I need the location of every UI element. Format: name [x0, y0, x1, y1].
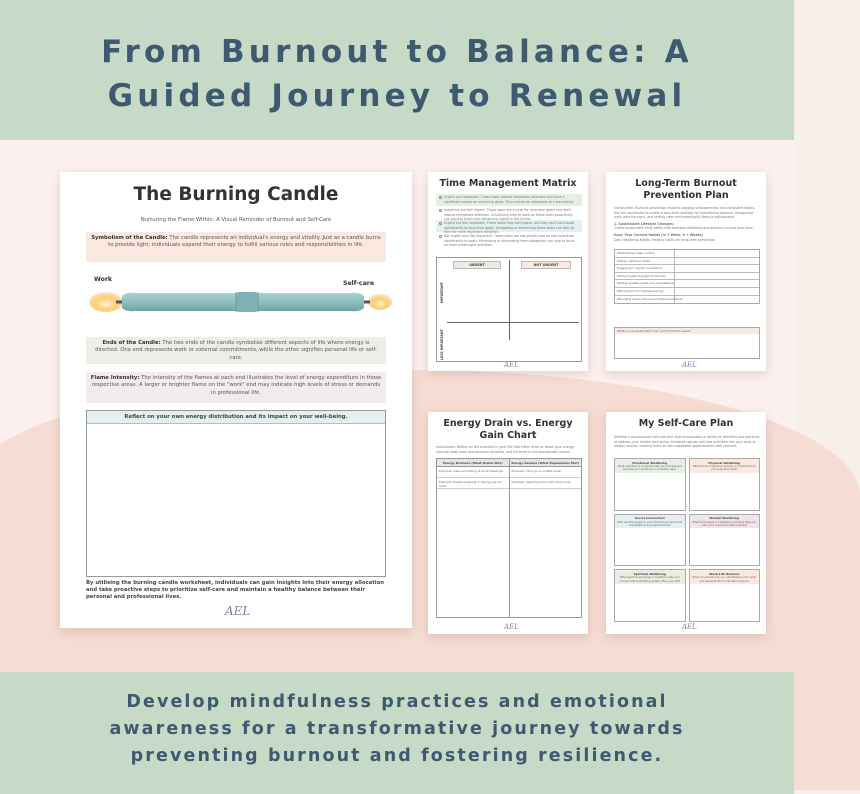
- table-row: Example: Overcommitting at work/meetings: [437, 467, 509, 478]
- headline-line-1: From Burnout to Balance: A: [101, 34, 693, 70]
- table-row: Example: Spending time with loved ones: [510, 478, 582, 489]
- matrix-title: Time Management Matrix: [439, 178, 577, 189]
- col-not-urgent-label: NOT URGENT: [521, 261, 571, 269]
- drain-instructions: Instructions: Reflect on the activities in your life that either drain or boost your energy. Consider both work and personal activities, and list them in the appropriate column.: [436, 445, 575, 454]
- reflection-box: [86, 410, 386, 577]
- matrix-quadrant-list: [436, 194, 582, 246]
- headline-line-2: Guided Journey to Renewal: [107, 78, 687, 114]
- candle-illustration: [86, 280, 396, 324]
- plan-body: [614, 206, 760, 242]
- closing-text: By utilising the burning candle worksheet, individuals can gain insights into their energy allocation and take proactive steps to prioritize self-care and maintain a healthy balance between their personal and professional lives.: [86, 580, 384, 600]
- row-important-label: IMPORTANT: [440, 282, 444, 303]
- plan-habits-table: [614, 249, 760, 304]
- plan-section-1-text: Create sustainable daily habits that maintain wellbeing and prevent burnout over time.: [614, 226, 754, 231]
- drainers-header: Energy Drainers (What Drains Me?): [437, 459, 509, 467]
- bottom-banner: [0, 672, 794, 794]
- row-less-important-label: LESS IMPORTANT: [440, 329, 444, 360]
- brand-logo: AEL: [682, 623, 697, 631]
- brand-logo: AEL: [504, 361, 519, 369]
- flame-callout: [86, 372, 386, 403]
- bullet-icon: [439, 196, 442, 199]
- time-matrix-page: [428, 172, 588, 371]
- burning-candle-page: [60, 172, 412, 628]
- plan-commit-prompt: What is one small habit I can commit to this week?: [615, 328, 759, 334]
- symbolism-text: The candle represents an individual's energy and vitality. Just as a candle burns to provide light, individuals expend their energy to fulfill various roles and responsibilities in life.: [108, 235, 381, 249]
- energy-table: [436, 458, 582, 618]
- plan-section-2-text: Daily Wellbeing Habits: Healthy habits for long-term prevention: [614, 237, 716, 242]
- ends-callout: [86, 337, 386, 364]
- plan-section-2: Goal: Your Current Habits (In 1 Week, 6 + Weeks): [614, 232, 703, 237]
- symbolism-label: Symbolism of the Candle:: [91, 235, 168, 241]
- self-care-plan-page: [606, 412, 766, 634]
- ends-text: The two ends of the candle symbolise different aspects of life where energy is directed. One end represents work or external commitments, while the other signifies personal life or self-care.: [95, 340, 377, 361]
- reflection-prompt: Reflect on your own energy distribution and its impact on your well-being.: [87, 411, 385, 424]
- bullet-icon: [439, 222, 442, 225]
- tagline-line-2: awareness for a transformative journey towards: [109, 719, 685, 739]
- symbolism-callout: [86, 232, 386, 262]
- selfcare-cell: Work-Life Balance What boundaries can you set between your work and personal life to maintain balance?: [689, 569, 761, 622]
- list-item: Important but Not Urgent: These tasks are crucial for long-term goals and don't require immediate attention. Scheduling time to work on these tasks proactively can prevent them from becoming urgent in the future.: [436, 207, 582, 219]
- list-item: Urgent but Not Important: These tasks may feel urgent, but they don't contribute significantly to long-term goals. Delegating or minimizing these tasks can free up time for more important activities.: [436, 220, 582, 232]
- matrix-vertical-axis: [509, 260, 510, 340]
- selfcare-intro: Develop a personalized self-care plan that incorporates a variety of activities and practices to address your holistic well-being. Schedule regular self-care activities into your daily or weekly routine, treating them as non-negotiable appointments with yourself.: [614, 435, 760, 449]
- table-row: Engaging in regular movement: [615, 265, 759, 273]
- ends-label: Ends of the Candle:: [102, 340, 161, 346]
- prevention-plan-page: [606, 172, 766, 371]
- table-row: Making time for hobbies and joy: [615, 288, 759, 296]
- table-row: Example: People-pleasing or saying yes too much: [437, 478, 509, 489]
- tagline-line-1: Develop mindfulness practices and emotional: [126, 692, 668, 712]
- brand-logo: AEL: [682, 361, 697, 369]
- selfcare-title: My Self-Care Plan: [638, 418, 734, 429]
- plan-title-line-1: Long-Term Burnout: [635, 178, 737, 189]
- flame-label: Flame Intensity:: [90, 375, 140, 381]
- candle-page-subtitle: Nurturing the Flame Within: A Visual Reminder of Burnout and Self-Care: [140, 217, 332, 223]
- drainers-column: [437, 459, 510, 617]
- flame-text: The intensity of the flames at each end illustrates the level of energy expenditure in those respective areas. A larger or brighter flame on the "work" end may indicate high levels of stress or demands in professional life.: [91, 375, 382, 396]
- selfcare-cell: Emotional Wellbeing What activities or practices help you process and express your emotions in a healthy way?: [614, 458, 686, 511]
- list-item: Not Urgent and Not Important: These tasks are low-priority and do not contribute significantly to goals. Minimizing or eliminating them altogether can help to focus on more meaningful activities.: [436, 233, 582, 245]
- table-row: Establishing sleep routine: [615, 250, 759, 258]
- tagline-line-3: preventing burnout and fostering resilience.: [130, 746, 664, 766]
- table-row: Example: Time go on a little break: [510, 467, 582, 478]
- selfcare-cell: Social Connection Who are the people in your life that you feel most connected to and supported by?: [614, 514, 686, 567]
- work-label: Work: [94, 276, 113, 283]
- gainers-header: Energy Gainers (What Replenishes Me?): [510, 459, 582, 467]
- table-row: Setting realistic goals and expectations: [615, 280, 759, 288]
- plan-title-line-2: Prevention Plan: [643, 190, 729, 201]
- bullet-icon: [439, 209, 442, 212]
- gainers-column: [510, 459, 582, 617]
- plan-commit-box: [614, 327, 760, 359]
- selfcare-cell: Spiritual Wellbeing What spiritual practices or traditions help you connect with something greater than yourself?: [614, 569, 686, 622]
- plan-intro: Introduction: Burnout prevention requires ongoing self-awareness and consistent habits. Use this worksheet to create a long-term strategy for maintaining balance, recognizing early warning signs, and setting clear and meaningful lifestyle adjustments.: [614, 206, 756, 220]
- brand-logo: AEL: [504, 623, 519, 631]
- selfcare-cell: Mental Wellbeing What techniques or relaxation practices help you calm your mind and reduce stress?: [689, 514, 761, 567]
- plan-section-1: 1. Sustainable Lifestyle Changes:: [614, 221, 675, 226]
- selfcare-grid: [614, 458, 760, 622]
- candle-icon: [86, 280, 396, 324]
- table-row: Managing screen time and digital boundaries: [615, 296, 759, 304]
- table-row: Taking breaks throughout the day: [615, 273, 759, 281]
- top-banner: [0, 0, 794, 140]
- matrix-horizontal-axis: [447, 322, 579, 323]
- drain-title-line-2: Gain Chart: [479, 430, 537, 441]
- energy-chart-page: [428, 412, 588, 634]
- matrix-grid: [436, 257, 582, 362]
- col-urgent-label: URGENT: [453, 261, 501, 269]
- selfcare-label: Self-care: [343, 280, 375, 287]
- bullet-icon: [439, 235, 442, 238]
- list-item: Urgent and Important: These tasks require immediate attention and have a significant impact on achieving goals. They should be addressed as a top priority.: [436, 194, 582, 206]
- candle-page-title: The Burning Candle: [133, 184, 339, 205]
- table-row: Eating nutritious meals: [615, 258, 759, 266]
- selfcare-cell: Physical Wellbeing What forms of physical activity or movement do you enjoy the most?: [689, 458, 761, 511]
- brand-logo: AEL: [225, 604, 251, 618]
- drain-title-line-1: Energy Drain vs. Energy: [443, 418, 573, 429]
